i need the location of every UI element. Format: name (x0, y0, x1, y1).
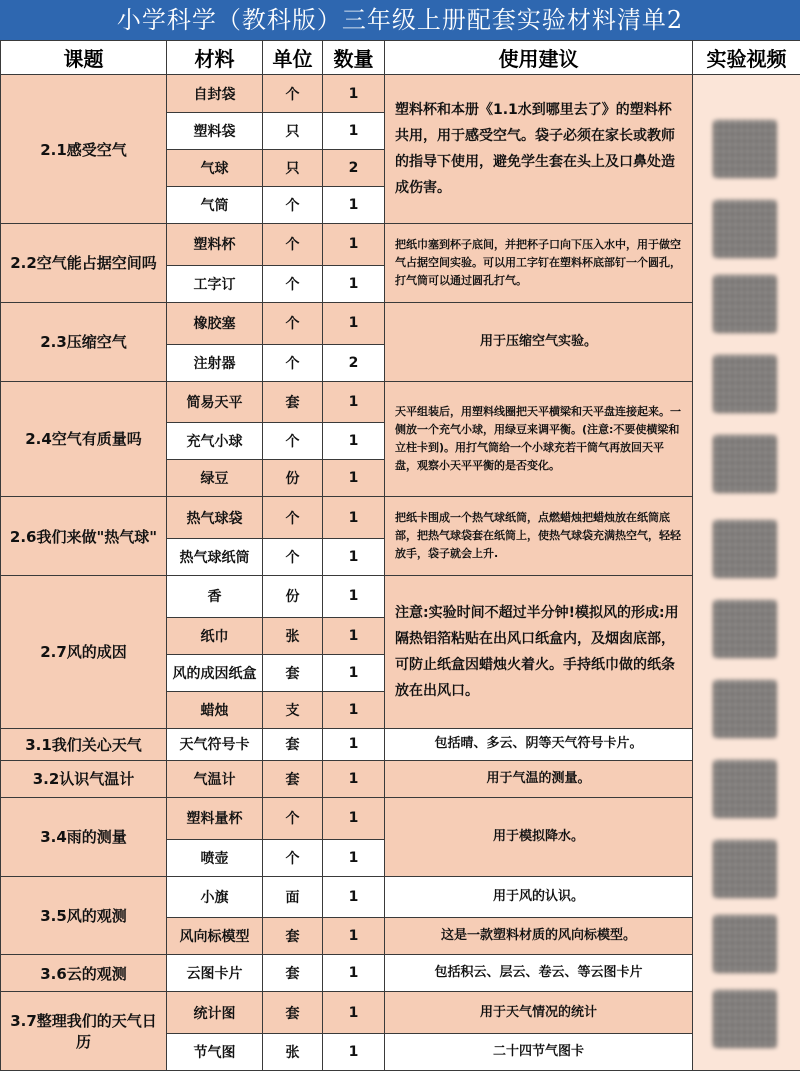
advice-cell: 把纸巾塞到杯子底间，并把杯子口向下压入水中，用于做空气占据空间实验。可以用工字钉在塑料杯底部钉一个圆孔，打气筒可以通过圆孔打气。 (385, 224, 693, 303)
qr-code-icon[interactable] (713, 355, 777, 413)
header-row (1, 41, 800, 75)
qr-code-icon[interactable] (713, 435, 777, 493)
advice-cell: 天平组装后，用塑料线圈把天平横梁和天平盘连接起来。一侧放一个充气小球，用绿豆来调平衡。(注意:不要使横梁和立柱卡到)。用打气筒给一个小球充若干筒气再放回天平盘，观察小天平平衡的是否变化。 (385, 381, 693, 497)
material-cell: 纸巾 (167, 617, 263, 654)
qr-code-icon[interactable] (713, 915, 777, 973)
qty-cell: 1 (323, 691, 385, 728)
qty-cell: 1 (323, 839, 385, 876)
qty-cell: 1 (323, 265, 385, 302)
unit-cell: 个 (263, 187, 323, 224)
table-row (1, 381, 800, 423)
header-qty: 数量 (323, 41, 385, 75)
qty-cell: 1 (323, 992, 385, 1034)
material-cell: 天气符号卡 (167, 728, 263, 760)
material-cell: 橡胶塞 (167, 302, 263, 344)
advice-cell: 把纸卡围成一个热气球纸筒，点燃蜡烛把蜡烛放在纸筒底部，把热气球袋套在纸筒上，使热气球袋充满热空气，轻轻放手，袋子就会上升. (385, 497, 693, 576)
qty-cell: 1 (323, 460, 385, 497)
advice-cell: 用于压缩空气实验。 (385, 302, 693, 381)
material-cell: 充气小球 (167, 423, 263, 460)
material-cell: 云图卡片 (167, 955, 263, 992)
qty-cell: 1 (323, 918, 385, 955)
qty-cell: 1 (323, 187, 385, 224)
unit-cell: 个 (263, 539, 323, 576)
qty-cell: 1 (323, 423, 385, 460)
qr-code-list (693, 75, 800, 1070)
table-row (1, 760, 800, 797)
material-cell: 气球 (167, 150, 263, 187)
qr-code-icon[interactable] (713, 275, 777, 333)
advice-cell: 用于气温的测量。 (385, 760, 693, 797)
unit-cell: 套 (263, 918, 323, 955)
table-row (1, 955, 800, 992)
unit-cell: 套 (263, 955, 323, 992)
advice-cell: 包括积云、层云、卷云、等云图卡片 (385, 955, 693, 992)
unit-cell: 面 (263, 876, 323, 918)
material-cell: 塑料杯 (167, 224, 263, 266)
table-row (1, 497, 800, 539)
material-cell: 喷壶 (167, 839, 263, 876)
qty-cell: 1 (323, 654, 385, 691)
unit-cell: 个 (263, 797, 323, 839)
materials-table (0, 40, 800, 1071)
unit-cell: 个 (263, 423, 323, 460)
material-cell: 工字订 (167, 265, 263, 302)
advice-cell: 包括晴、多云、阴等天气符号卡片。 (385, 728, 693, 760)
topic-cell: 2.1感受空气 (1, 75, 167, 224)
table-row (1, 728, 800, 760)
topic-cell: 3.6云的观测 (1, 955, 167, 992)
table-row (1, 576, 800, 618)
qr-code-icon[interactable] (713, 520, 777, 578)
qty-cell: 2 (323, 150, 385, 187)
header-advice: 使用建议 (385, 41, 693, 75)
material-cell: 塑料袋 (167, 113, 263, 150)
qty-cell: 1 (323, 302, 385, 344)
topic-cell: 2.6我们来做"热气球" (1, 497, 167, 576)
qty-cell: 2 (323, 344, 385, 381)
material-cell: 小旗 (167, 876, 263, 918)
qty-cell: 1 (323, 876, 385, 918)
unit-cell: 张 (263, 617, 323, 654)
advice-cell: 二十四节气图卡 (385, 1034, 693, 1071)
qty-cell: 1 (323, 576, 385, 618)
material-cell: 热气球纸筒 (167, 539, 263, 576)
material-cell: 节气图 (167, 1034, 263, 1071)
qr-code-icon[interactable] (713, 200, 777, 258)
qty-cell: 1 (323, 617, 385, 654)
material-cell: 蜡烛 (167, 691, 263, 728)
material-cell: 统计图 (167, 992, 263, 1034)
material-cell: 塑料量杯 (167, 797, 263, 839)
advice-cell: 用于模拟降水。 (385, 797, 693, 876)
unit-cell: 个 (263, 224, 323, 266)
topic-cell: 3.7整理我们的天气日历 (1, 992, 167, 1071)
material-cell: 香 (167, 576, 263, 618)
unit-cell: 个 (263, 75, 323, 113)
unit-cell: 只 (263, 113, 323, 150)
qty-cell: 1 (323, 381, 385, 423)
qty-cell: 1 (323, 797, 385, 839)
material-cell: 气温计 (167, 760, 263, 797)
topic-cell: 2.4空气有质量吗 (1, 381, 167, 497)
unit-cell: 个 (263, 265, 323, 302)
qr-code-icon[interactable] (713, 680, 777, 738)
material-cell: 风的成因纸盒 (167, 654, 263, 691)
unit-cell: 份 (263, 460, 323, 497)
header-topic: 课题 (1, 41, 167, 75)
unit-cell: 个 (263, 497, 323, 539)
topic-cell: 3.2认识气温计 (1, 760, 167, 797)
table-row (1, 797, 800, 839)
unit-cell: 套 (263, 728, 323, 760)
qty-cell: 1 (323, 955, 385, 992)
topic-cell: 3.1我们关心天气 (1, 728, 167, 760)
advice-cell: 用于天气情况的统计 (385, 992, 693, 1034)
material-cell: 自封袋 (167, 75, 263, 113)
advice-cell: 注意:实验时间不超过半分钟!模拟风的形成:用隔热铝箔粘贴在出风口纸盒内，及烟囱底部，可防止纸盒因蜡烛火着火。手持纸巾做的纸条放在出风口。 (385, 576, 693, 729)
unit-cell: 个 (263, 839, 323, 876)
material-cell: 简易天平 (167, 381, 263, 423)
material-cell: 风向标模型 (167, 918, 263, 955)
table-row (1, 876, 800, 918)
topic-cell: 2.3压缩空气 (1, 302, 167, 381)
video-column (693, 75, 800, 1071)
qty-cell: 1 (323, 760, 385, 797)
material-cell: 热气球袋 (167, 497, 263, 539)
unit-cell: 套 (263, 992, 323, 1034)
page-title: 小学科学（教科版）三年级上册配套实验材料清单2 (0, 0, 800, 40)
unit-cell: 个 (263, 344, 323, 381)
table-row (1, 302, 800, 344)
topic-cell: 2.2空气能占据空间吗 (1, 224, 167, 303)
material-cell: 注射器 (167, 344, 263, 381)
qty-cell: 1 (323, 75, 385, 113)
material-cell: 气筒 (167, 187, 263, 224)
advice-cell: 用于风的认识。 (385, 876, 693, 918)
unit-cell: 个 (263, 302, 323, 344)
material-cell: 绿豆 (167, 460, 263, 497)
topic-cell: 3.4雨的测量 (1, 797, 167, 876)
advice-cell: 这是一款塑料材质的风向标模型。 (385, 918, 693, 955)
qty-cell: 1 (323, 113, 385, 150)
topic-cell: 3.5风的观测 (1, 876, 167, 955)
qr-code-icon[interactable] (713, 760, 777, 818)
qr-code-icon[interactable] (713, 600, 777, 658)
table-row (1, 224, 800, 266)
topic-cell: 2.7风的成因 (1, 576, 167, 729)
qty-cell: 1 (323, 497, 385, 539)
unit-cell: 份 (263, 576, 323, 618)
header-material: 材料 (167, 41, 263, 75)
unit-cell: 套 (263, 760, 323, 797)
unit-cell: 支 (263, 691, 323, 728)
qr-code-icon[interactable] (713, 120, 777, 178)
advice-cell: 塑料杯和本册《1.1水到哪里去了》的塑料杯共用，用于感受空气。袋子必须在家长或教师的指导下使用，避免学生套在头上及口鼻处造成伤害。 (385, 75, 693, 224)
header-video: 实验视频 (693, 41, 800, 75)
qty-cell: 1 (323, 1034, 385, 1071)
unit-cell: 只 (263, 150, 323, 187)
qty-cell: 1 (323, 224, 385, 266)
table-row (1, 75, 800, 113)
unit-cell: 套 (263, 654, 323, 691)
qr-code-icon[interactable] (713, 840, 777, 898)
table-row (1, 992, 800, 1034)
qr-code-icon[interactable] (713, 990, 777, 1048)
header-unit: 单位 (263, 41, 323, 75)
qty-cell: 1 (323, 728, 385, 760)
unit-cell: 张 (263, 1034, 323, 1071)
qty-cell: 1 (323, 539, 385, 576)
unit-cell: 套 (263, 381, 323, 423)
